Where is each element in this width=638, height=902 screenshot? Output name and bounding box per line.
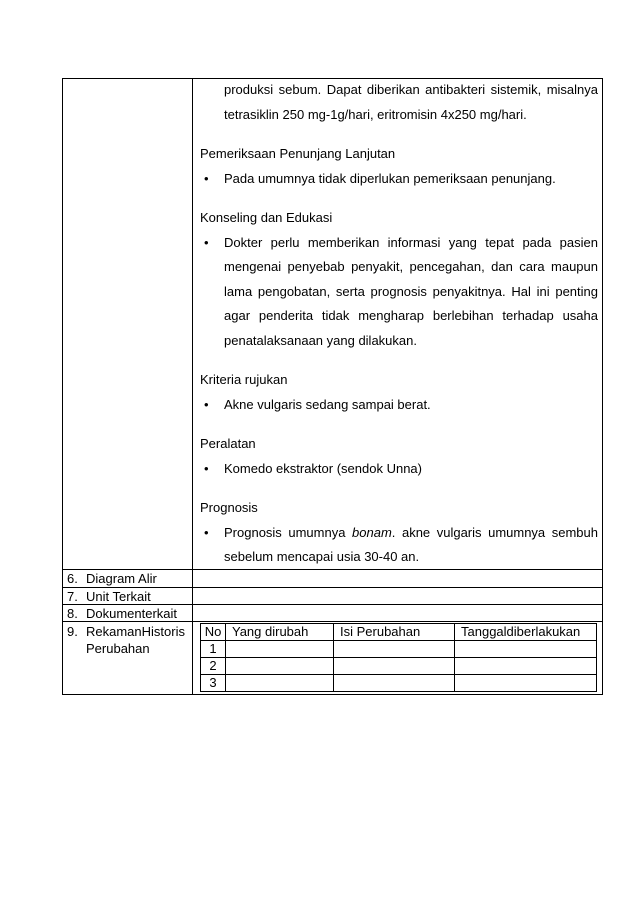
section-heading-peralatan: Peralatan <box>200 436 256 451</box>
table-row <box>201 641 597 658</box>
bullet-text-line: sebelum mencapai usia 30-40 an. <box>224 549 420 564</box>
treatment-text-line: tetrasiklin 250 mg-1g/hari, eritromisin 4x250 mg/hari. <box>224 106 527 122</box>
bullet-icon: • <box>204 460 209 476</box>
table-cell <box>455 641 597 658</box>
row-number-cell: 1 <box>201 641 226 658</box>
row-label-dokumen-terkait <box>67 605 177 622</box>
row-number: 9. <box>67 624 78 639</box>
column-header: Isi Perubahan <box>334 624 455 641</box>
table-cell <box>226 641 334 658</box>
table-cell <box>226 675 334 692</box>
section-heading-konseling: Konseling dan Edukasi <box>200 210 333 225</box>
row-number: 6. <box>67 571 78 586</box>
section-heading-rujukan: Kriteria rujukan <box>200 372 288 387</box>
bullet-item <box>200 521 598 570</box>
bullet-text-line: mengenai penyebab penyakit, pencegahan, dan cara maupun <box>224 259 598 274</box>
bullet-icon: • <box>204 524 209 540</box>
bullet-icon: • <box>204 396 209 412</box>
row-label-unit-terkait <box>67 588 151 605</box>
bullet-text-line <box>224 521 598 546</box>
table-row <box>201 675 597 692</box>
row-number-cell: 2 <box>201 658 226 675</box>
table-header-row <box>201 624 597 641</box>
column-divider <box>192 78 193 695</box>
column-header: No <box>201 624 226 641</box>
row-label-rekaman-historis <box>67 623 185 657</box>
table-cell <box>334 658 455 675</box>
row-label: Diagram Alir <box>86 571 157 586</box>
section-heading-pemeriksaan: Pemeriksaan Penunjang Lanjutan <box>200 146 396 161</box>
row-number: 8. <box>67 606 78 621</box>
section-heading-prognosis: Prognosis <box>200 500 258 515</box>
bullet-text-line: lama pengobatan, serta prognosis penyakitnya. Hal ini penting <box>224 283 598 299</box>
row-label: Unit Terkait <box>86 589 151 604</box>
bullet-text-line: Dokter perlu memberikan informasi yang tepat pada pasien <box>224 234 598 250</box>
bullet-icon: • <box>204 170 209 186</box>
bullet-item <box>200 167 598 192</box>
column-header: Yang dirubah <box>226 624 334 641</box>
prognosis-text: . akne vulgaris umumnya sembuh <box>391 524 598 540</box>
table-cell <box>455 658 597 675</box>
prognosis-text: Prognosis umumnya <box>224 524 353 540</box>
row-number-cell: 3 <box>201 675 226 692</box>
bullet-text: Komedo ekstraktor (sendok Unna) <box>224 460 422 476</box>
bullet-text: Akne vulgaris sedang sampai berat. <box>224 396 431 412</box>
row-number: 7. <box>67 589 78 604</box>
table-cell <box>455 675 597 692</box>
prognosis-emphasis: bonam <box>352 524 392 540</box>
bullet-text: Pada umumnya tidak diperlukan pemeriksaan penunjang. <box>224 170 556 186</box>
table-row <box>201 658 597 675</box>
bullet-item <box>200 231 598 354</box>
table-cell <box>334 641 455 658</box>
bullet-icon: • <box>204 234 209 250</box>
bullet-text-line: penatalaksanaan yang dilakukan. <box>224 332 417 348</box>
column-header: Tanggaldiberlakukan <box>455 624 597 641</box>
treatment-text-line: produksi sebum. Dapat diberikan antibakteri sistemik, misalnya <box>224 82 598 97</box>
row-label: Perubahan <box>86 641 150 656</box>
table-cell <box>334 675 455 692</box>
row-label-diagram-alir <box>67 570 157 587</box>
row-label: RekamanHistoris <box>86 624 185 639</box>
row-label: Dokumenterkait <box>86 606 178 621</box>
bullet-item <box>200 393 598 418</box>
table-cell <box>226 658 334 675</box>
history-table <box>200 623 597 692</box>
bullet-item <box>200 457 598 482</box>
bullet-text-line: agar penderita tidak mengharap berlebihan terhadap usaha <box>224 308 598 323</box>
content-cell <box>200 78 598 570</box>
